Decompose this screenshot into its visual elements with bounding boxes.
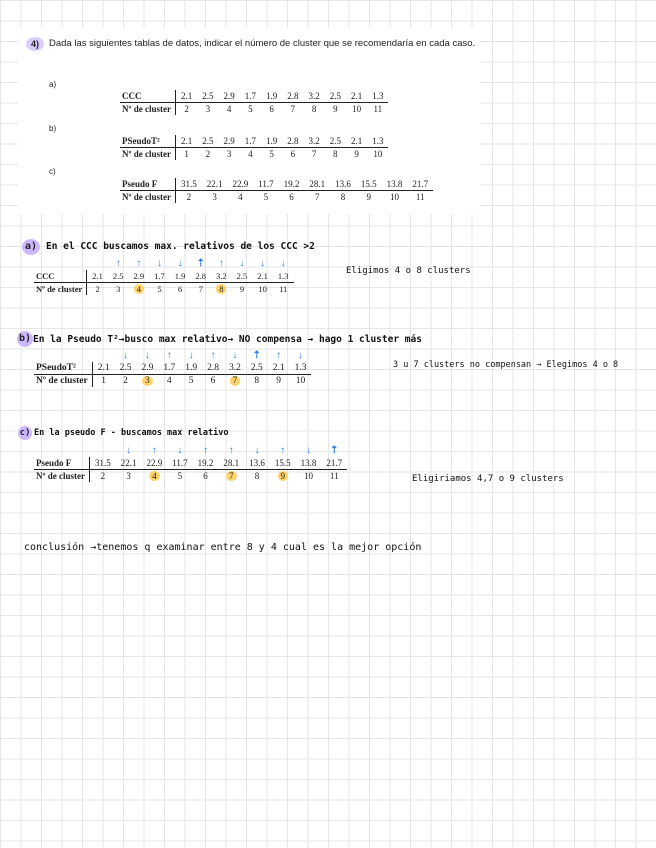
value-cell: 11.7 (253, 178, 278, 191)
cluster-cell: 7 (303, 148, 324, 161)
cluster-cell: 11 (407, 191, 433, 204)
cluster-cell: 7 (304, 191, 330, 204)
value-cell: 2.5 (232, 270, 253, 283)
value-cell: 2.5 (325, 90, 346, 103)
answer-a-table (34, 270, 294, 295)
cluster-cell: 4 (240, 148, 261, 161)
value-cell: 21.7 (407, 178, 433, 191)
value-cell: 22.9 (227, 178, 253, 191)
part-label-c: c) (49, 167, 56, 176)
value-cell: 1.9 (261, 90, 282, 103)
table-ccc (120, 90, 388, 115)
answer-c-arrows (0, 445, 656, 457)
answer-a-badge: a) (22, 239, 40, 255)
highlighted-cluster: 8 (216, 284, 226, 294)
row-header-clusters: Nº de cluster (120, 191, 175, 204)
value-cell: 2.1 (175, 135, 197, 148)
cluster-cell: 2 (197, 148, 218, 161)
cluster-cell: 5 (180, 375, 202, 388)
cluster-cell: 1 (92, 375, 114, 388)
cluster-cell: 10 (290, 375, 312, 388)
highlighted-cluster: 7 (226, 471, 237, 481)
down-arrow-icon: ↓ (232, 350, 238, 361)
cluster-cell (211, 283, 232, 296)
cluster-cell: 2 (87, 283, 108, 296)
value-cell: 13.8 (382, 178, 408, 191)
value-cell: 11.7 (167, 457, 192, 470)
value-cell: 2.1 (252, 270, 273, 283)
highlighted-cluster: 3 (142, 376, 153, 386)
answer-b-table (34, 362, 311, 387)
value-cell: 2.9 (218, 90, 239, 103)
cluster-cell: 3 (197, 103, 218, 116)
cluster-cell: 9 (346, 148, 367, 161)
value-cell: 31.5 (89, 457, 115, 470)
value-cell: 19.2 (193, 457, 219, 470)
cluster-cell: 6 (279, 191, 305, 204)
down-arrow-icon: ↓ (280, 258, 286, 269)
cluster-cell (270, 470, 296, 483)
answer-b-badge: b) (17, 331, 33, 347)
down-arrow-icon: ↓ (126, 445, 132, 456)
value-cell: 3.2 (303, 135, 324, 148)
cluster-cell: 6 (261, 103, 282, 116)
value-cell: 2.1 (346, 135, 367, 148)
value-cell: 1.7 (240, 135, 261, 148)
value-cell: 2.9 (136, 362, 158, 375)
cluster-cell: 5 (149, 283, 170, 296)
value-cell: 2.5 (197, 135, 218, 148)
up-arrow-icon: ↑ (166, 350, 172, 361)
table-pseudof (120, 178, 433, 203)
value-cell: 1.9 (180, 362, 202, 375)
value-cell: 2.8 (202, 362, 224, 375)
row-header-clusters: Nº de cluster (120, 148, 175, 161)
part-label-b: b) (49, 124, 57, 133)
cluster-cell: 6 (282, 148, 303, 161)
value-cell: 1.3 (273, 270, 294, 283)
cluster-cell: 10 (252, 283, 273, 296)
down-arrow-icon: ↓ (298, 350, 303, 361)
row-header-metric: Pseudo F (34, 457, 89, 470)
value-cell: 31.5 (175, 178, 201, 191)
down-arrow-icon: ↓ (306, 445, 312, 456)
cluster-cell: 5 (261, 148, 282, 161)
up-arrow-icon: ↑ (203, 445, 209, 456)
row-header-clusters: Nº de cluster (34, 470, 89, 483)
cluster-cell: 11 (367, 103, 388, 116)
cluster-cell: 11 (273, 283, 294, 296)
cluster-cell: 8 (325, 148, 346, 161)
answer-c-note: Eligiriamos 4,7 o 9 clusters (412, 474, 564, 484)
cluster-cell: 10 (367, 148, 388, 161)
value-cell: 2.8 (190, 270, 211, 283)
value-cell: 2.5 (108, 270, 129, 283)
cluster-cell: 6 (202, 375, 224, 388)
cluster-cell (218, 470, 244, 483)
cluster-cell: 2 (115, 375, 137, 388)
value-cell: 1.7 (240, 90, 261, 103)
up-arrow-icon: ↑ (210, 350, 216, 361)
value-cell: 1.3 (367, 135, 388, 148)
value-cell: 3.2 (211, 270, 232, 283)
cluster-cell: 7 (282, 103, 303, 116)
highlighted-cluster: 4 (149, 471, 160, 481)
cluster-cell: 2 (175, 103, 197, 116)
answer-a-note: Eligimos 4 o 8 clusters (346, 266, 471, 276)
cluster-cell (129, 283, 150, 296)
row-header-metric: PSeudoT² (120, 135, 175, 148)
value-cell: 1.9 (261, 135, 282, 148)
cluster-cell: 3 (218, 148, 239, 161)
value-cell: 19.2 (279, 178, 305, 191)
down-arrow-icon: ↓ (156, 258, 162, 269)
up-arrow-icon: ⇡ (196, 258, 205, 269)
cluster-cell: 5 (240, 103, 261, 116)
value-cell: 2.8 (282, 135, 303, 148)
value-cell: 1.3 (290, 362, 312, 375)
down-arrow-icon: ↓ (188, 350, 194, 361)
down-arrow-icon: ↓ (254, 445, 260, 456)
up-arrow-icon: ⇡ (252, 350, 261, 361)
cluster-cell: 3 (108, 283, 129, 296)
cluster-cell: 9 (268, 375, 290, 388)
value-cell: 2.5 (197, 90, 218, 103)
down-arrow-icon: ↓ (239, 258, 245, 269)
cluster-cell: 7 (190, 283, 211, 296)
cluster-cell: 4 (218, 103, 239, 116)
cluster-cell: 3 (202, 191, 228, 204)
cluster-cell: 6 (170, 283, 191, 296)
highlighted-cluster: 9 (278, 471, 289, 481)
cluster-cell: 8 (244, 470, 270, 483)
cluster-cell (136, 375, 158, 388)
down-arrow-icon: ↓ (177, 445, 183, 456)
value-cell: 1.7 (149, 270, 170, 283)
value-cell: 1.9 (170, 270, 191, 283)
value-cell: 2.1 (92, 362, 114, 375)
answer-b-heading: En la Pseudo T²→busco max relativo→ NO compensa → hago 1 cluster más (33, 334, 422, 345)
row-header-clusters: Nº de cluster (34, 375, 92, 388)
cluster-cell: 2 (89, 470, 115, 483)
down-arrow-icon: ↓ (144, 350, 150, 361)
value-cell: 2.1 (87, 270, 108, 283)
value-cell: 2.1 (175, 90, 197, 103)
value-cell: 2.9 (218, 135, 239, 148)
down-arrow-icon: ↓ (260, 258, 266, 269)
value-cell: 3.2 (224, 362, 246, 375)
cluster-cell: 9 (232, 283, 253, 296)
row-header-metric: Pseudo F (120, 178, 175, 191)
value-cell: 2.5 (246, 362, 268, 375)
cluster-cell: 9 (356, 191, 382, 204)
cluster-cell: 1 (175, 148, 197, 161)
up-arrow-icon: ↑ (136, 258, 142, 269)
cluster-cell (141, 470, 167, 483)
value-cell: 21.7 (321, 457, 347, 470)
answer-c-badge: c) (19, 428, 31, 438)
value-cell: 22.1 (202, 178, 228, 191)
cluster-cell: 11 (321, 470, 347, 483)
down-arrow-icon: ↓ (177, 258, 183, 269)
value-cell: 22.1 (116, 457, 142, 470)
value-cell: 28.1 (304, 178, 330, 191)
value-cell: 2.5 (115, 362, 137, 375)
answer-a-arrows (0, 258, 656, 270)
row-header-metric: CCC (34, 270, 87, 283)
value-cell: 2.1 (346, 90, 367, 103)
cluster-cell: 9 (325, 103, 346, 116)
cluster-cell: 10 (346, 103, 367, 116)
value-cell: 13.6 (330, 178, 356, 191)
up-arrow-icon: ↑ (115, 258, 121, 269)
up-arrow-icon: ↑ (228, 445, 234, 456)
value-cell: 15.5 (270, 457, 296, 470)
value-cell: 22.9 (141, 457, 167, 470)
value-cell: 13.6 (244, 457, 270, 470)
value-cell: 1.3 (367, 90, 388, 103)
value-cell: 2.9 (129, 270, 150, 283)
up-arrow-icon: ↑ (151, 445, 157, 456)
value-cell: 13.8 (296, 457, 322, 470)
down-arrow-icon: ↓ (123, 350, 128, 361)
question-text: Dada las siguientes tablas de datos, indicar el número de cluster que se recomendaría en cada caso. (49, 38, 476, 49)
answer-a-heading: En el CCC buscamos max. relativos de los CCC >2 (46, 241, 315, 252)
value-cell: 2.5 (325, 135, 346, 148)
cluster-cell: 5 (253, 191, 278, 204)
cluster-cell: 4 (227, 191, 253, 204)
up-arrow-icon: ↑ (280, 445, 286, 456)
value-cell: 15.5 (356, 178, 382, 191)
answer-c-table (34, 457, 347, 482)
cluster-cell: 10 (382, 191, 408, 204)
cluster-cell: 8 (246, 375, 268, 388)
row-header-clusters: Nº de cluster (34, 283, 87, 296)
value-cell: 3.2 (303, 90, 324, 103)
table-pseudot (120, 135, 388, 160)
value-cell: 28.1 (218, 457, 244, 470)
up-arrow-icon: ↑ (218, 258, 224, 269)
conclusion-text: conclusión →tenemos q examinar entre 8 y 4 cual es la mejor opción (24, 542, 422, 553)
value-cell: 2.8 (282, 90, 303, 103)
part-label-a: a) (49, 80, 57, 89)
cluster-cell: 6 (193, 470, 219, 483)
value-cell: 1.7 (158, 362, 180, 375)
cluster-cell: 2 (175, 191, 201, 204)
cluster-cell: 8 (303, 103, 324, 116)
row-header-clusters: Nº de cluster (120, 103, 175, 116)
cluster-cell: 8 (330, 191, 356, 204)
row-header-metric: PSeudoT² (34, 362, 92, 375)
cluster-cell: 10 (296, 470, 322, 483)
cluster-cell: 4 (158, 375, 180, 388)
row-header-metric: CCC (120, 90, 175, 103)
cluster-cell (224, 375, 246, 388)
answer-c-heading: En la pseudo F - buscamos max relativo (34, 428, 229, 438)
highlighted-cluster: 4 (134, 284, 144, 294)
cluster-cell: 5 (167, 470, 192, 483)
value-cell: 2.1 (268, 362, 290, 375)
up-arrow-icon: ⇡ (330, 445, 339, 456)
cluster-cell: 3 (116, 470, 142, 483)
highlighted-cluster: 7 (230, 376, 241, 386)
question-number: 4) (26, 37, 44, 51)
answer-b-note: 3 u 7 clusters no compensan → Elegimos 4 o 8 (393, 360, 619, 370)
up-arrow-icon: ↑ (276, 350, 282, 361)
